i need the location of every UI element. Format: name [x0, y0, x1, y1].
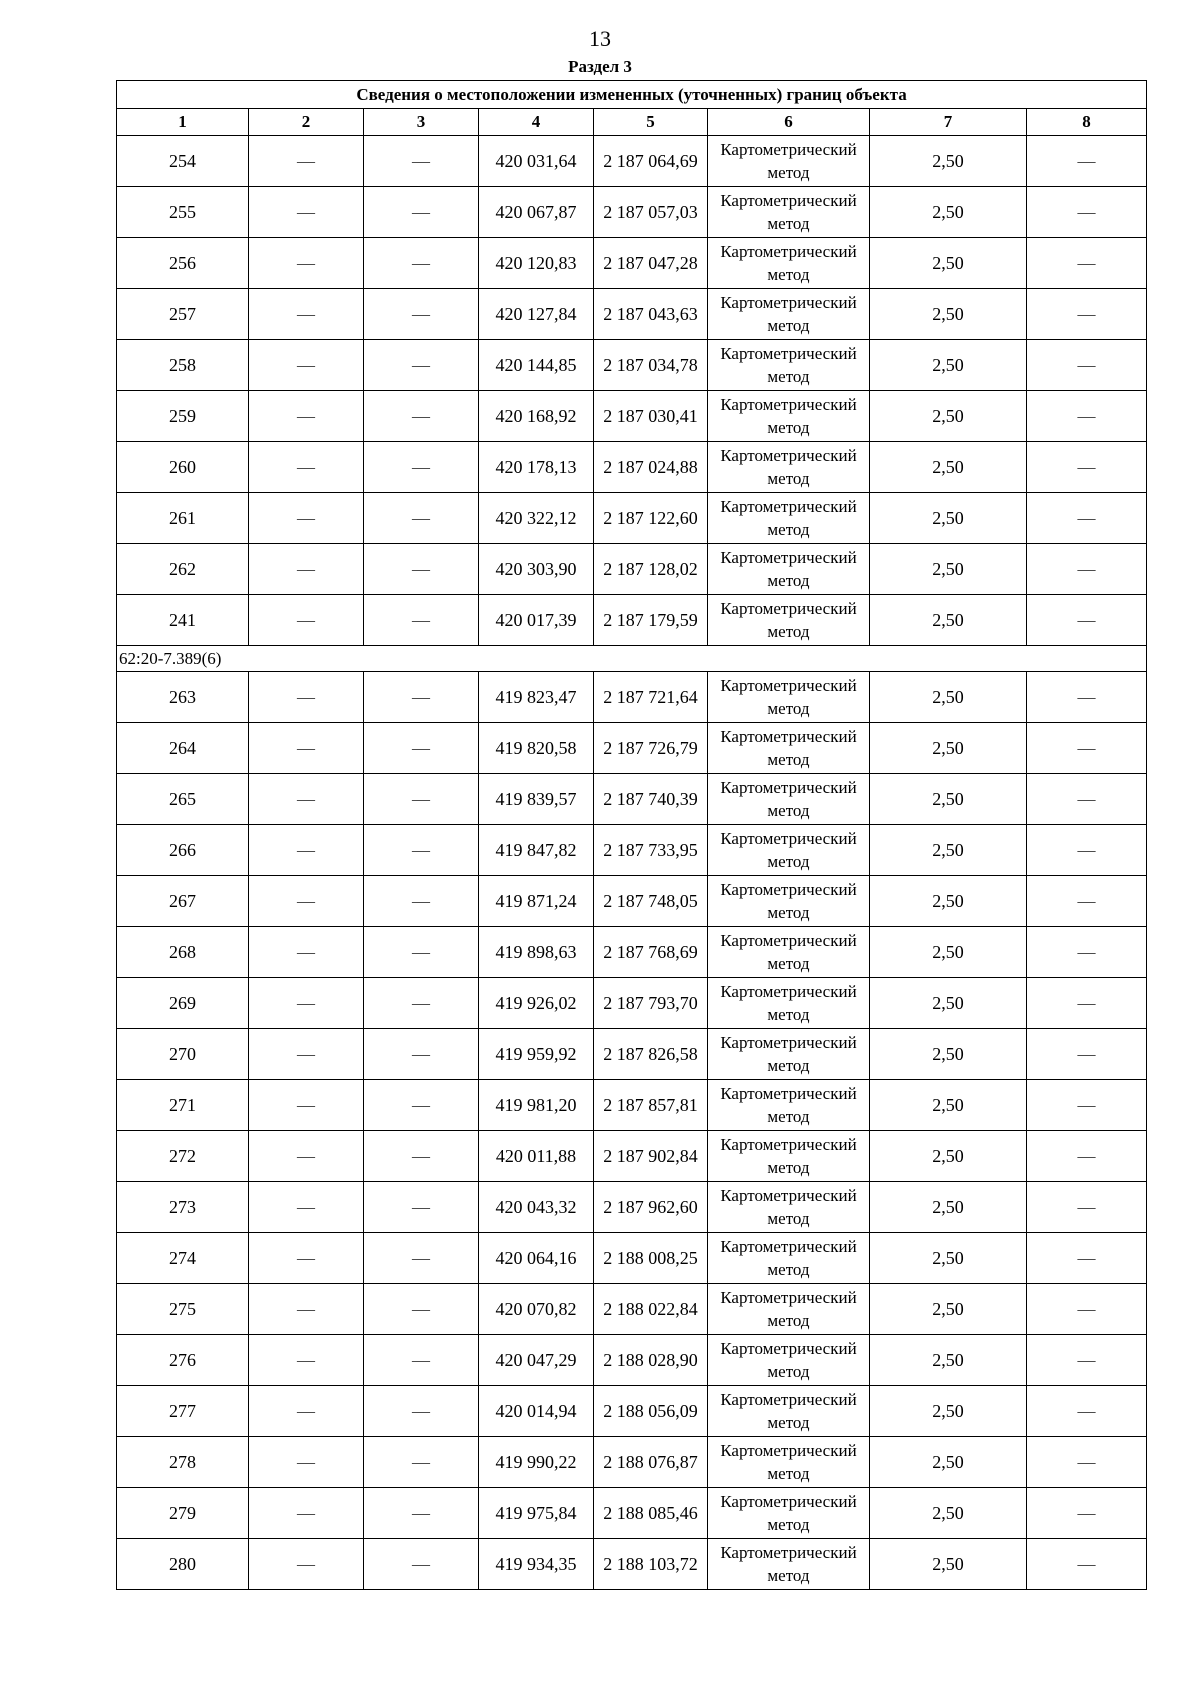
- y-coordinate-cell: 2 187 740,39: [594, 774, 708, 825]
- method-cell: Картометрический метод: [708, 1386, 870, 1437]
- empty-cell: —: [249, 238, 364, 289]
- boundary-coordinates-table: [116, 80, 1147, 1590]
- method-cell: Картометрический метод: [708, 978, 870, 1029]
- point-number-cell: 257: [117, 289, 249, 340]
- empty-cell: —: [249, 544, 364, 595]
- empty-cell: —: [364, 1437, 479, 1488]
- point-number-cell: 280: [117, 1539, 249, 1590]
- method-cell: Картометрический метод: [708, 723, 870, 774]
- empty-cell: —: [364, 876, 479, 927]
- empty-cell: —: [249, 672, 364, 723]
- table-row: [117, 391, 1147, 442]
- table-body: [117, 136, 1147, 1590]
- y-coordinate-cell: 2 187 122,60: [594, 493, 708, 544]
- empty-cell: —: [364, 1335, 479, 1386]
- empty-cell: —: [364, 1029, 479, 1080]
- accuracy-cell: 2,50: [870, 978, 1027, 1029]
- table-row: [117, 1335, 1147, 1386]
- empty-cell: —: [364, 1539, 479, 1590]
- point-number-cell: 254: [117, 136, 249, 187]
- point-number-cell: 241: [117, 595, 249, 646]
- point-number-cell: 279: [117, 1488, 249, 1539]
- table-row: [117, 1488, 1147, 1539]
- empty-cell: —: [249, 978, 364, 1029]
- method-cell: Картометрический метод: [708, 876, 870, 927]
- accuracy-cell: 2,50: [870, 1080, 1027, 1131]
- x-coordinate-cell: 419 820,58: [479, 723, 594, 774]
- empty-cell: —: [1027, 340, 1147, 391]
- point-number-cell: 270: [117, 1029, 249, 1080]
- table-row: [117, 493, 1147, 544]
- table-row: [117, 238, 1147, 289]
- y-coordinate-cell: 2 187 962,60: [594, 1182, 708, 1233]
- table-row: [117, 595, 1147, 646]
- empty-cell: —: [249, 774, 364, 825]
- table-row: [117, 723, 1147, 774]
- method-cell: Картометрический метод: [708, 595, 870, 646]
- empty-cell: —: [364, 1233, 479, 1284]
- x-coordinate-cell: 420 070,82: [479, 1284, 594, 1335]
- table-row: [117, 1386, 1147, 1437]
- empty-cell: —: [249, 1080, 364, 1131]
- y-coordinate-cell: 2 187 857,81: [594, 1080, 708, 1131]
- empty-cell: —: [249, 876, 364, 927]
- empty-cell: —: [249, 442, 364, 493]
- accuracy-cell: 2,50: [870, 825, 1027, 876]
- method-cell: Картометрический метод: [708, 289, 870, 340]
- column-number-1: 1: [117, 109, 249, 136]
- empty-cell: —: [249, 493, 364, 544]
- empty-cell: —: [249, 1335, 364, 1386]
- empty-cell: —: [364, 1131, 479, 1182]
- accuracy-cell: 2,50: [870, 876, 1027, 927]
- table-row: [117, 442, 1147, 493]
- method-cell: Картометрический метод: [708, 1131, 870, 1182]
- y-coordinate-cell: 2 188 085,46: [594, 1488, 708, 1539]
- table-row: [117, 136, 1147, 187]
- y-coordinate-cell: 2 187 064,69: [594, 136, 708, 187]
- method-cell: Картометрический метод: [708, 1233, 870, 1284]
- accuracy-cell: 2,50: [870, 1182, 1027, 1233]
- page-number: 13: [589, 26, 611, 51]
- table-row: [117, 1437, 1147, 1488]
- table-row: [117, 1029, 1147, 1080]
- accuracy-cell: 2,50: [870, 595, 1027, 646]
- accuracy-cell: 2,50: [870, 1284, 1027, 1335]
- point-number-cell: 276: [117, 1335, 249, 1386]
- empty-cell: —: [1027, 672, 1147, 723]
- method-cell: Картометрический метод: [708, 1029, 870, 1080]
- empty-cell: —: [364, 1284, 479, 1335]
- empty-cell: —: [249, 340, 364, 391]
- table-row: [117, 1182, 1147, 1233]
- empty-cell: —: [1027, 1437, 1147, 1488]
- empty-cell: —: [364, 825, 479, 876]
- column-number-2: 2: [249, 109, 364, 136]
- empty-cell: —: [364, 1386, 479, 1437]
- point-number-cell: 256: [117, 238, 249, 289]
- accuracy-cell: 2,50: [870, 136, 1027, 187]
- accuracy-cell: 2,50: [870, 544, 1027, 595]
- empty-cell: —: [1027, 774, 1147, 825]
- empty-cell: —: [249, 1029, 364, 1080]
- method-cell: Картометрический метод: [708, 927, 870, 978]
- table-row: [117, 1539, 1147, 1590]
- accuracy-cell: 2,50: [870, 442, 1027, 493]
- empty-cell: —: [249, 1539, 364, 1590]
- x-coordinate-cell: 420 017,39: [479, 595, 594, 646]
- point-number-cell: 262: [117, 544, 249, 595]
- method-cell: Картометрический метод: [708, 544, 870, 595]
- y-coordinate-cell: 2 187 179,59: [594, 595, 708, 646]
- point-number-cell: 264: [117, 723, 249, 774]
- empty-cell: —: [364, 289, 479, 340]
- table-row: [117, 1284, 1147, 1335]
- method-cell: Картометрический метод: [708, 1437, 870, 1488]
- accuracy-cell: 2,50: [870, 927, 1027, 978]
- accuracy-cell: 2,50: [870, 774, 1027, 825]
- method-cell: Картометрический метод: [708, 442, 870, 493]
- empty-cell: —: [364, 1182, 479, 1233]
- point-number-cell: 255: [117, 187, 249, 238]
- column-number-3: 3: [364, 109, 479, 136]
- x-coordinate-cell: 420 303,90: [479, 544, 594, 595]
- empty-cell: —: [364, 774, 479, 825]
- empty-cell: —: [364, 723, 479, 774]
- empty-cell: —: [249, 1437, 364, 1488]
- x-coordinate-cell: 419 959,92: [479, 1029, 594, 1080]
- empty-cell: —: [1027, 1335, 1147, 1386]
- x-coordinate-cell: 420 043,32: [479, 1182, 594, 1233]
- x-coordinate-cell: 420 178,13: [479, 442, 594, 493]
- point-number-cell: 273: [117, 1182, 249, 1233]
- method-cell: Картометрический метод: [708, 774, 870, 825]
- empty-cell: —: [1027, 187, 1147, 238]
- x-coordinate-cell: 420 144,85: [479, 340, 594, 391]
- empty-cell: —: [364, 136, 479, 187]
- empty-cell: —: [1027, 723, 1147, 774]
- method-cell: Картометрический метод: [708, 825, 870, 876]
- method-cell: Картометрический метод: [708, 493, 870, 544]
- y-coordinate-cell: 2 187 902,84: [594, 1131, 708, 1182]
- empty-cell: —: [249, 1131, 364, 1182]
- method-cell: Картометрический метод: [708, 1488, 870, 1539]
- y-coordinate-cell: 2 187 826,58: [594, 1029, 708, 1080]
- x-coordinate-cell: 420 011,88: [479, 1131, 594, 1182]
- table-row: [117, 1233, 1147, 1284]
- empty-cell: —: [1027, 1488, 1147, 1539]
- x-coordinate-cell: 419 975,84: [479, 1488, 594, 1539]
- accuracy-cell: 2,50: [870, 1233, 1027, 1284]
- table-row: [117, 544, 1147, 595]
- y-coordinate-cell: 2 187 768,69: [594, 927, 708, 978]
- table-row: [117, 187, 1147, 238]
- empty-cell: —: [364, 672, 479, 723]
- x-coordinate-cell: 419 981,20: [479, 1080, 594, 1131]
- table-row: [117, 1080, 1147, 1131]
- table-row: [117, 978, 1147, 1029]
- point-number-cell: 269: [117, 978, 249, 1029]
- empty-cell: —: [1027, 1539, 1147, 1590]
- method-cell: Картометрический метод: [708, 187, 870, 238]
- accuracy-cell: 2,50: [870, 1488, 1027, 1539]
- y-coordinate-cell: 2 187 721,64: [594, 672, 708, 723]
- x-coordinate-cell: 420 064,16: [479, 1233, 594, 1284]
- y-coordinate-cell: 2 188 022,84: [594, 1284, 708, 1335]
- empty-cell: —: [1027, 1182, 1147, 1233]
- method-cell: Картометрический метод: [708, 1080, 870, 1131]
- accuracy-cell: 2,50: [870, 238, 1027, 289]
- y-coordinate-cell: 2 187 043,63: [594, 289, 708, 340]
- accuracy-cell: 2,50: [870, 187, 1027, 238]
- y-coordinate-cell: 2 187 047,28: [594, 238, 708, 289]
- section-title: Раздел 3: [568, 57, 632, 76]
- x-coordinate-cell: 420 168,92: [479, 391, 594, 442]
- empty-cell: —: [364, 340, 479, 391]
- empty-cell: —: [249, 1488, 364, 1539]
- empty-cell: —: [1027, 289, 1147, 340]
- empty-cell: —: [364, 493, 479, 544]
- y-coordinate-cell: 2 187 128,02: [594, 544, 708, 595]
- x-coordinate-cell: 419 871,24: [479, 876, 594, 927]
- table-row: [117, 1131, 1147, 1182]
- empty-cell: —: [249, 595, 364, 646]
- empty-cell: —: [249, 136, 364, 187]
- y-coordinate-cell: 2 187 034,78: [594, 340, 708, 391]
- x-coordinate-cell: 420 120,83: [479, 238, 594, 289]
- x-coordinate-cell: 419 823,47: [479, 672, 594, 723]
- column-number-6: 6: [708, 109, 870, 136]
- empty-cell: —: [364, 978, 479, 1029]
- empty-cell: —: [1027, 442, 1147, 493]
- accuracy-cell: 2,50: [870, 1029, 1027, 1080]
- column-number-4: 4: [479, 109, 594, 136]
- accuracy-cell: 2,50: [870, 493, 1027, 544]
- y-coordinate-cell: 2 188 056,09: [594, 1386, 708, 1437]
- x-coordinate-cell: 420 047,29: [479, 1335, 594, 1386]
- table-row: [117, 927, 1147, 978]
- empty-cell: —: [1027, 927, 1147, 978]
- method-cell: Картометрический метод: [708, 672, 870, 723]
- empty-cell: —: [364, 927, 479, 978]
- group-label: 62:20-7.389(6): [117, 646, 1147, 672]
- column-number-7: 7: [870, 109, 1027, 136]
- point-number-cell: 260: [117, 442, 249, 493]
- method-cell: Картометрический метод: [708, 1539, 870, 1590]
- x-coordinate-cell: 420 031,64: [479, 136, 594, 187]
- point-number-cell: 271: [117, 1080, 249, 1131]
- empty-cell: —: [1027, 493, 1147, 544]
- point-number-cell: 259: [117, 391, 249, 442]
- empty-cell: —: [364, 1488, 479, 1539]
- empty-cell: —: [1027, 391, 1147, 442]
- empty-cell: —: [249, 1233, 364, 1284]
- group-header-row: [117, 646, 1147, 672]
- y-coordinate-cell: 2 187 024,88: [594, 442, 708, 493]
- empty-cell: —: [249, 1386, 364, 1437]
- table-row: [117, 289, 1147, 340]
- table-row: [117, 825, 1147, 876]
- accuracy-cell: 2,50: [870, 340, 1027, 391]
- x-coordinate-cell: 420 127,84: [479, 289, 594, 340]
- y-coordinate-cell: 2 188 028,90: [594, 1335, 708, 1386]
- empty-cell: —: [1027, 1386, 1147, 1437]
- accuracy-cell: 2,50: [870, 289, 1027, 340]
- method-cell: Картометрический метод: [708, 340, 870, 391]
- column-number-5: 5: [594, 109, 708, 136]
- y-coordinate-cell: 2 187 057,03: [594, 187, 708, 238]
- empty-cell: —: [1027, 1080, 1147, 1131]
- method-cell: Картометрический метод: [708, 1335, 870, 1386]
- point-number-cell: 275: [117, 1284, 249, 1335]
- empty-cell: —: [249, 391, 364, 442]
- table-row: [117, 340, 1147, 391]
- empty-cell: —: [1027, 1233, 1147, 1284]
- empty-cell: —: [1027, 1131, 1147, 1182]
- x-coordinate-cell: 419 839,57: [479, 774, 594, 825]
- y-coordinate-cell: 2 187 733,95: [594, 825, 708, 876]
- accuracy-cell: 2,50: [870, 1437, 1027, 1488]
- column-numbers-row: [117, 109, 1147, 136]
- empty-cell: —: [364, 391, 479, 442]
- accuracy-cell: 2,50: [870, 723, 1027, 774]
- method-cell: Картометрический метод: [708, 1284, 870, 1335]
- method-cell: Картометрический метод: [708, 1182, 870, 1233]
- x-coordinate-cell: 420 014,94: [479, 1386, 594, 1437]
- x-coordinate-cell: 420 322,12: [479, 493, 594, 544]
- x-coordinate-cell: 420 067,87: [479, 187, 594, 238]
- point-number-cell: 265: [117, 774, 249, 825]
- table-row: [117, 876, 1147, 927]
- point-number-cell: 278: [117, 1437, 249, 1488]
- point-number-cell: 267: [117, 876, 249, 927]
- y-coordinate-cell: 2 188 076,87: [594, 1437, 708, 1488]
- point-number-cell: 274: [117, 1233, 249, 1284]
- empty-cell: —: [1027, 978, 1147, 1029]
- y-coordinate-cell: 2 188 103,72: [594, 1539, 708, 1590]
- accuracy-cell: 2,50: [870, 1386, 1027, 1437]
- point-number-cell: 266: [117, 825, 249, 876]
- empty-cell: —: [364, 238, 479, 289]
- table-row: [117, 774, 1147, 825]
- y-coordinate-cell: 2 188 008,25: [594, 1233, 708, 1284]
- x-coordinate-cell: 419 926,02: [479, 978, 594, 1029]
- point-number-cell: 261: [117, 493, 249, 544]
- table-caption: Сведения о местоположении измененных (уточненных) границ объекта: [117, 81, 1147, 109]
- empty-cell: —: [364, 442, 479, 493]
- method-cell: Картометрический метод: [708, 391, 870, 442]
- empty-cell: —: [1027, 595, 1147, 646]
- x-coordinate-cell: 419 990,22: [479, 1437, 594, 1488]
- empty-cell: —: [249, 187, 364, 238]
- empty-cell: —: [1027, 136, 1147, 187]
- point-number-cell: 263: [117, 672, 249, 723]
- method-cell: Картометрический метод: [708, 238, 870, 289]
- empty-cell: —: [249, 289, 364, 340]
- point-number-cell: 258: [117, 340, 249, 391]
- point-number-cell: 277: [117, 1386, 249, 1437]
- empty-cell: —: [1027, 1029, 1147, 1080]
- column-number-8: 8: [1027, 109, 1147, 136]
- empty-cell: —: [249, 927, 364, 978]
- y-coordinate-cell: 2 187 748,05: [594, 876, 708, 927]
- y-coordinate-cell: 2 187 030,41: [594, 391, 708, 442]
- point-number-cell: 268: [117, 927, 249, 978]
- accuracy-cell: 2,50: [870, 1539, 1027, 1590]
- empty-cell: —: [1027, 1284, 1147, 1335]
- x-coordinate-cell: 419 847,82: [479, 825, 594, 876]
- empty-cell: —: [364, 1080, 479, 1131]
- empty-cell: —: [249, 723, 364, 774]
- empty-cell: —: [1027, 544, 1147, 595]
- empty-cell: —: [249, 1284, 364, 1335]
- empty-cell: —: [364, 544, 479, 595]
- accuracy-cell: 2,50: [870, 391, 1027, 442]
- y-coordinate-cell: 2 187 793,70: [594, 978, 708, 1029]
- empty-cell: —: [249, 1182, 364, 1233]
- empty-cell: —: [364, 187, 479, 238]
- empty-cell: —: [1027, 825, 1147, 876]
- accuracy-cell: 2,50: [870, 672, 1027, 723]
- empty-cell: —: [364, 595, 479, 646]
- x-coordinate-cell: 419 934,35: [479, 1539, 594, 1590]
- table-row: [117, 672, 1147, 723]
- x-coordinate-cell: 419 898,63: [479, 927, 594, 978]
- empty-cell: —: [249, 825, 364, 876]
- empty-cell: —: [1027, 238, 1147, 289]
- accuracy-cell: 2,50: [870, 1335, 1027, 1386]
- empty-cell: —: [1027, 876, 1147, 927]
- point-number-cell: 272: [117, 1131, 249, 1182]
- accuracy-cell: 2,50: [870, 1131, 1027, 1182]
- y-coordinate-cell: 2 187 726,79: [594, 723, 708, 774]
- method-cell: Картометрический метод: [708, 136, 870, 187]
